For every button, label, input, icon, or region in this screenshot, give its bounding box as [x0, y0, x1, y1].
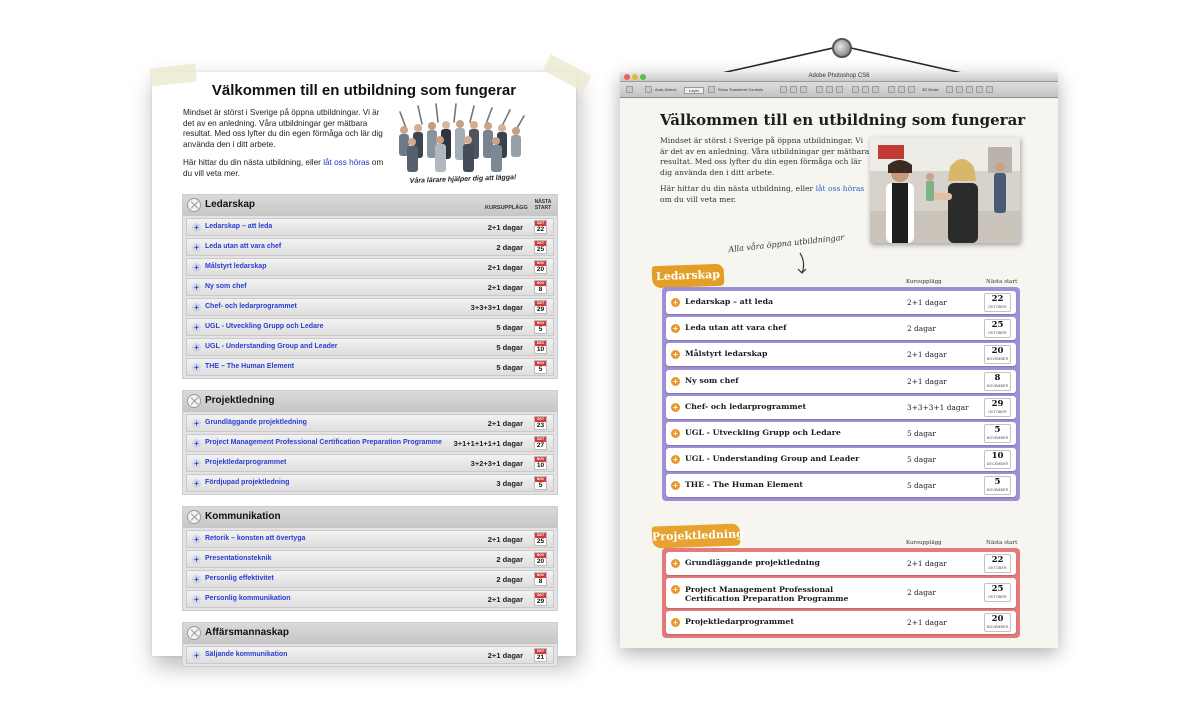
calendar-day: 5 — [538, 326, 543, 333]
course-row[interactable] — [186, 238, 554, 256]
start-month: OKTOBER — [988, 305, 1007, 309]
calendar-month: DEC — [536, 341, 545, 345]
start-date-badge — [984, 398, 1011, 417]
start-day: 20 — [991, 346, 1004, 357]
course-name[interactable]: Chef- och ledarprogrammet — [205, 303, 297, 310]
plus-icon[interactable]: + — [671, 429, 680, 438]
rotate-3d-icon[interactable] — [946, 86, 953, 93]
calendar-day: 20 — [536, 266, 545, 273]
course-name[interactable]: Personlig effektivitet — [205, 575, 274, 582]
calendar-day: 25 — [536, 246, 545, 253]
course-duration: 3+3+3+1 dagar — [470, 303, 523, 312]
course-name[interactable]: THE - The Human Element — [685, 480, 803, 490]
calendar-month: OKT — [536, 417, 545, 421]
align-middle-icon[interactable] — [790, 86, 797, 93]
calendar-icon — [534, 456, 547, 470]
start-date-badge — [984, 583, 1011, 602]
plus-icon[interactable]: + — [671, 403, 680, 412]
section-tag-ledarskap: Ledarskap — [652, 264, 725, 288]
section-header[interactable] — [183, 195, 557, 216]
course-row[interactable] — [186, 474, 554, 492]
course-duration: 2+1 dagar — [907, 376, 947, 386]
plus-icon[interactable]: + — [671, 618, 680, 627]
section-tag-projektledning: Projektledning — [652, 523, 741, 548]
course-row[interactable] — [186, 530, 554, 548]
course-name[interactable]: Projektledarprogrammet — [685, 617, 794, 627]
drag-3d-icon[interactable] — [966, 86, 973, 93]
section-title: Ledarskap — [205, 199, 256, 210]
column-header-next-start: NÄSTA START — [534, 199, 552, 211]
course-duration: 2 dagar — [496, 555, 523, 564]
calendar-day: 8 — [538, 578, 543, 585]
section-projektledning — [182, 390, 558, 495]
distribute-middle-icon[interactable] — [862, 86, 869, 93]
course-duration: 2+1 dagar — [487, 283, 523, 292]
calendar-icon — [534, 436, 547, 450]
start-day: 8 — [994, 372, 1001, 383]
course-row[interactable] — [186, 646, 554, 664]
start-date-badge — [984, 554, 1011, 573]
calendar-month: NOV — [536, 573, 545, 577]
course-row[interactable] — [186, 298, 554, 316]
course-name[interactable]: Målstyrt ledarskap — [685, 349, 768, 359]
calendar-month: NOV — [536, 361, 545, 365]
course-row[interactable] — [186, 218, 554, 236]
calendar-month: NOV — [536, 281, 545, 285]
course-duration: 5 dagar — [907, 428, 936, 438]
contact-suffix: om du vill veta mer. — [183, 158, 384, 178]
collapse-icon[interactable] — [187, 626, 201, 640]
course-duration: 3+1+1+1+1+1 dagar — [453, 439, 523, 448]
handwritten-note: Alla våra öppna utbildningar — [727, 232, 845, 255]
page-title: Välkommen till en utbildning som fungerar — [660, 111, 1026, 129]
calendar-month: OKT — [536, 241, 545, 245]
plus-icon[interactable]: + — [671, 455, 680, 464]
course-duration: 5 dagar — [907, 455, 936, 465]
calendar-day: 25 — [536, 538, 545, 545]
plus-icon[interactable]: + — [192, 243, 201, 252]
nail-icon — [832, 38, 852, 58]
contact-link[interactable]: låt oss höras — [323, 158, 370, 168]
course-name[interactable]: Grundläggande projektledning — [685, 558, 820, 567]
plus-icon[interactable]: + — [192, 343, 201, 352]
start-date-badge — [984, 613, 1011, 632]
course-panel-ledarskap — [662, 287, 1020, 501]
course-row[interactable] — [186, 318, 554, 336]
intro-text — [183, 108, 389, 180]
course-name[interactable]: Retorik – konsten att övertyga — [205, 535, 306, 542]
calendar-day: 5 — [538, 482, 543, 489]
course-name[interactable]: Ny som chef — [205, 283, 247, 290]
distribute-top-icon[interactable] — [852, 86, 859, 93]
course-duration: 2+1 dagar — [487, 223, 523, 232]
show-transform-checkbox[interactable] — [708, 86, 715, 93]
course-duration: 2+1 dagar — [907, 350, 947, 360]
plus-icon[interactable]: + — [192, 263, 201, 272]
course-duration: 5 dagar — [496, 363, 523, 372]
course-duration: 2+1 dagar — [487, 595, 523, 604]
start-date-badge — [984, 476, 1011, 495]
course-row[interactable] — [666, 448, 1016, 471]
course-duration: 2+1 dagar — [907, 298, 947, 307]
plus-icon[interactable]: + — [192, 323, 201, 332]
column-header-course: KURSUPPLÄGG — [485, 205, 528, 211]
course-row[interactable] — [666, 317, 1016, 340]
course-name[interactable]: Ny som chef — [685, 375, 739, 385]
plus-icon[interactable]: + — [192, 303, 201, 312]
course-row[interactable] — [186, 570, 554, 588]
plus-icon[interactable]: + — [192, 283, 201, 292]
start-month: NOVEMBER — [986, 625, 1009, 630]
contact-link[interactable]: låt oss höras — [815, 184, 865, 194]
align-left-icon[interactable] — [816, 86, 823, 93]
show-transform-label: Show Transform Controls — [718, 87, 764, 92]
calendar-month: OKT — [536, 301, 545, 305]
course-duration: 5 dagar — [907, 481, 936, 491]
course-row[interactable] — [666, 578, 1016, 608]
calendar-month: OKT — [536, 221, 545, 225]
course-name[interactable]: Grundläggande projektledning — [205, 419, 307, 426]
options-toolbar — [620, 82, 1058, 98]
course-row[interactable] — [666, 611, 1016, 634]
start-month: NOVEMBER — [986, 357, 1009, 362]
column-header-next-start: Nästa start — [986, 540, 1018, 546]
start-month: NOVEMBER — [986, 435, 1009, 440]
contact-paragraph — [660, 184, 870, 205]
start-month: OKTOBER — [988, 595, 1007, 600]
section-header[interactable] — [183, 391, 557, 412]
calendar-month: NOV — [536, 261, 545, 265]
course-duration: 2 dagar — [907, 324, 936, 334]
course-duration: 3+2+3+1 dagar — [470, 459, 523, 468]
plus-icon[interactable]: + — [192, 555, 201, 564]
section-title: Kommunikation — [205, 511, 281, 522]
section-affarsmannaskap — [182, 622, 558, 667]
course-duration: 5 dagar — [496, 323, 523, 332]
course-duration: 2+1 dagar — [487, 263, 523, 272]
calendar-icon — [534, 592, 547, 606]
calendar-icon — [534, 280, 547, 294]
intro-text — [660, 136, 870, 206]
start-month: NOVEMBER — [986, 383, 1009, 388]
course-name[interactable]: Presentationsteknik — [205, 555, 272, 562]
collapse-icon[interactable] — [187, 394, 201, 408]
start-month: OKTOBER — [988, 409, 1007, 414]
column-header-course: Kursupplägg — [906, 540, 942, 546]
calendar-day: 21 — [536, 654, 545, 661]
calendar-day: 29 — [536, 598, 545, 605]
calendar-icon — [534, 360, 547, 374]
course-row[interactable] — [186, 278, 554, 296]
course-name[interactable]: UGL - Understanding Group and Leader — [205, 343, 338, 350]
start-day: 5 — [994, 477, 1001, 488]
course-panel-projektledning — [662, 548, 1020, 638]
office-photo — [870, 137, 1020, 243]
course-name[interactable]: Leda utan att vara chef — [685, 323, 787, 333]
plus-icon[interactable]: + — [671, 377, 680, 386]
course-name[interactable]: Chef- och ledarprogrammet — [685, 401, 807, 411]
course-row[interactable] — [666, 370, 1016, 393]
course-duration: 2 dagar — [907, 588, 936, 598]
calendar-icon — [534, 220, 547, 234]
course-row[interactable] — [666, 422, 1016, 445]
align-center-icon[interactable] — [826, 86, 833, 93]
column-header-next-start: Nästa start — [986, 279, 1018, 285]
calendar-icon — [534, 572, 547, 586]
group-photo — [392, 98, 532, 180]
course-name[interactable]: Projektledarprogrammet — [205, 459, 287, 466]
distribute-left-icon[interactable] — [888, 86, 895, 93]
start-date-badge — [984, 345, 1011, 364]
intro-paragraph: Mindset är störst i Sverige på öppna utbildningar. Vi är det av en anledning. Våra utbildningar ger mätbara resultat. Med oss lyfter du din egen förmåga och lär dig använda den i ditt arbete. — [183, 108, 383, 149]
course-row[interactable] — [186, 590, 554, 608]
contact-suffix: om du vill veta mer. — [660, 194, 737, 204]
course-row[interactable] — [666, 343, 1016, 366]
start-day: 10 — [991, 451, 1004, 462]
calendar-icon — [534, 416, 547, 430]
section-header[interactable] — [183, 623, 557, 644]
calendar-day: 20 — [536, 558, 545, 565]
plus-icon[interactable]: + — [671, 350, 680, 359]
scale-3d-icon[interactable] — [986, 86, 993, 93]
section-title: Affärsmannaskap — [205, 627, 289, 638]
course-duration: 2+1 dagar — [487, 651, 523, 660]
course-row[interactable] — [666, 552, 1016, 575]
distribute-center-icon[interactable] — [898, 86, 905, 93]
start-month: DECEMBER — [986, 462, 1009, 467]
calendar-month: OKT — [536, 533, 545, 537]
course-name[interactable]: Project Management Professional Certification Preparation Programme — [205, 439, 442, 446]
start-date-badge — [984, 424, 1011, 443]
course-name[interactable]: Säljande kommunikation — [205, 651, 288, 658]
arrow-down-icon — [792, 251, 812, 275]
plus-icon[interactable]: + — [192, 363, 201, 372]
start-month: OKTOBER — [988, 566, 1007, 570]
align-right-icon[interactable] — [836, 86, 843, 93]
plus-icon[interactable]: + — [671, 585, 680, 594]
calendar-day: 29 — [536, 306, 545, 313]
column-header-course: Kursupplägg — [906, 279, 942, 285]
plus-icon[interactable]: + — [671, 298, 680, 307]
course-duration: 2+1 dagar — [907, 559, 947, 568]
contact-prefix: Här hittar du din nästa utbildning, eller — [660, 184, 814, 194]
window-titlebar — [620, 72, 1058, 82]
calendar-icon — [534, 552, 547, 566]
section-title: Projektledning — [205, 395, 275, 406]
plus-icon[interactable]: + — [192, 223, 201, 232]
calendar-icon — [534, 532, 547, 546]
start-day: 29 — [991, 398, 1004, 409]
collapse-icon[interactable] — [187, 510, 201, 524]
distribute-right-icon[interactable] — [908, 86, 915, 93]
auto-select-checkbox[interactable] — [645, 86, 652, 93]
course-row[interactable] — [666, 396, 1016, 419]
calendar-month: NOV — [536, 321, 545, 325]
calendar-day: 5 — [538, 366, 543, 373]
align-top-icon[interactable] — [780, 86, 787, 93]
plus-icon[interactable]: + — [192, 595, 201, 604]
course-name[interactable]: Project Management Professional Certification Preparation Programme — [685, 585, 849, 604]
course-name[interactable]: UGL - Utveckling Grupp och Ledare — [205, 323, 324, 330]
calendar-icon — [534, 260, 547, 274]
distribute-bottom-icon[interactable] — [872, 86, 879, 93]
calendar-day: 22 — [536, 226, 545, 233]
intro-paragraph: Mindset är störst i Sverige på öppna utbildningar. Vi är det av en anledning. Våra utbildningar ger mätbara resultat. Med oss lyfter du din egen förmåga och lär dig använda den i ditt arbete. — [660, 136, 870, 177]
start-day: 22 — [991, 555, 1004, 565]
course-name[interactable]: Leda utan att vara chef — [205, 243, 282, 250]
calendar-month: NOV — [536, 477, 545, 481]
course-row[interactable] — [186, 358, 554, 376]
page-title: Välkommen till en utbildning som fungerar — [211, 82, 517, 99]
section-ledarskap — [182, 194, 558, 379]
calendar-day: 10 — [536, 346, 545, 353]
start-month: NOVEMBER — [986, 488, 1009, 493]
plus-icon[interactable]: + — [671, 559, 680, 568]
calendar-month: OKT — [536, 437, 545, 441]
plus-icon[interactable]: + — [192, 479, 201, 488]
calendar-icon — [534, 648, 547, 662]
photo-caption: Våra lärare hjälper dig att lägga! — [409, 174, 517, 185]
start-day: 25 — [991, 584, 1004, 595]
plus-icon[interactable]: + — [192, 535, 201, 544]
slide-3d-icon[interactable] — [976, 86, 983, 93]
course-row[interactable] — [186, 550, 554, 568]
course-name[interactable]: Målstyrt ledarskap — [205, 263, 267, 270]
window-title: Adobe Photoshop CS6 — [808, 73, 870, 79]
calendar-month: OKT — [536, 593, 545, 597]
contact-prefix: Här hittar du din nästa utbildning, eller — [183, 158, 321, 168]
section-kommunikation — [182, 506, 558, 611]
course-row[interactable] — [186, 338, 554, 356]
calendar-day: 10 — [536, 462, 545, 469]
right-poster — [620, 72, 1058, 648]
course-duration: 2+1 dagar — [487, 419, 523, 428]
collapse-icon[interactable] — [187, 198, 201, 212]
plus-icon[interactable]: + — [192, 439, 201, 448]
start-day: 5 — [994, 424, 1001, 435]
start-date-badge — [984, 319, 1011, 338]
start-date-badge — [984, 372, 1011, 391]
auto-select-label: Auto-Select: — [655, 87, 677, 92]
course-row[interactable] — [186, 258, 554, 276]
3d-mode-label: 3D Mode: — [922, 87, 940, 92]
plus-icon[interactable]: + — [192, 651, 201, 660]
course-duration: 2 dagar — [496, 575, 523, 584]
start-date-badge — [984, 293, 1011, 312]
start-day: 20 — [991, 614, 1004, 625]
plus-icon[interactable]: + — [192, 419, 201, 428]
course-name[interactable]: UGL - Understanding Group and Leader — [685, 454, 860, 464]
left-poster — [152, 72, 576, 661]
plus-icon[interactable]: + — [671, 481, 680, 490]
calendar-icon — [534, 340, 547, 354]
course-duration: 3 dagar — [496, 479, 523, 488]
calendar-day: 27 — [536, 442, 545, 449]
course-duration: 2+1 dagar — [907, 618, 947, 628]
course-duration: 5 dagar — [496, 343, 523, 352]
align-bottom-icon[interactable] — [800, 86, 807, 93]
calendar-day: 8 — [538, 286, 543, 293]
course-name[interactable]: Ledarskap – att leda — [205, 223, 273, 230]
calendar-icon — [534, 476, 547, 490]
plus-icon[interactable]: + — [192, 459, 201, 468]
course-name[interactable]: Fördjupad projektledning — [205, 479, 290, 486]
course-name[interactable]: UGL - Utveckling Grupp och Ledare — [685, 427, 841, 437]
plus-icon[interactable]: + — [671, 324, 680, 333]
layer-select[interactable]: Layer — [684, 87, 704, 94]
course-row[interactable] — [666, 291, 1016, 314]
document-canvas — [620, 99, 1058, 648]
course-row[interactable] — [186, 434, 554, 452]
calendar-month: NOV — [536, 457, 545, 461]
plus-icon[interactable]: + — [192, 575, 201, 584]
course-row[interactable] — [666, 474, 1016, 497]
course-name[interactable]: Ledarskap – att leda — [685, 297, 774, 306]
course-name[interactable]: Personlig kommunikation — [205, 595, 291, 602]
start-day: 25 — [991, 320, 1004, 331]
start-month: OKTOBER — [988, 331, 1007, 336]
course-duration: 2 dagar — [496, 243, 523, 252]
move-tool-icon[interactable] — [626, 86, 633, 93]
roll-3d-icon[interactable] — [956, 86, 963, 93]
calendar-month: OKT — [536, 649, 545, 653]
calendar-icon — [534, 240, 547, 254]
course-duration: 3+3+3+1 dagar — [907, 402, 969, 412]
course-row[interactable] — [186, 454, 554, 472]
section-header[interactable] — [183, 507, 557, 528]
course-row[interactable] — [186, 414, 554, 432]
course-name[interactable]: THE – The Human Element — [205, 363, 295, 370]
calendar-day: 23 — [536, 422, 545, 429]
contact-paragraph — [183, 158, 389, 179]
calendar-icon — [534, 300, 547, 314]
calendar-icon — [534, 320, 547, 334]
start-date-badge — [984, 450, 1011, 469]
calendar-month: NOV — [536, 553, 545, 557]
start-day: 22 — [991, 294, 1004, 304]
course-duration: 2+1 dagar — [487, 535, 523, 544]
